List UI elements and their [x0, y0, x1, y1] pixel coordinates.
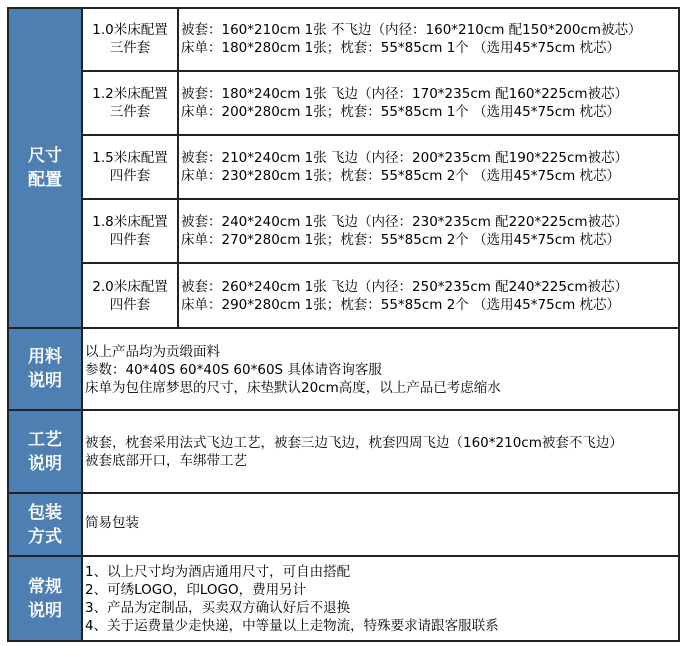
size-section-header [9, 9, 83, 327]
config-set: 四件套 [109, 297, 151, 313]
config-label: 2.0米床配置 [92, 279, 168, 295]
note-line: 2、可绣LOGO，印LOGO，费用另计 [85, 582, 307, 598]
config-set: 四件套 [109, 232, 151, 248]
craft-line: 被套，枕套采用法式飞边工艺，被套三边飞边，枕套四周飞边（160*210cm被套不飞边） [85, 435, 623, 451]
header-line: 说明 [28, 371, 62, 391]
note-line: 1、以上尺寸均为酒店通用尺寸，可自由搭配 [85, 564, 351, 580]
size-row-4-details [181, 213, 675, 249]
header-line: 方式 [28, 526, 62, 547]
size-row-4-config [83, 213, 177, 249]
row-divider [83, 70, 678, 72]
duvet-spec: 被套：210*240cm 1张 飞边（内径：200*235cm 配190*225cm被芯） [181, 150, 629, 166]
header-line: 包装 [28, 502, 62, 523]
section-divider [9, 492, 678, 494]
section-divider [9, 555, 678, 557]
config-label: 1.5米床配置 [92, 150, 168, 166]
section-divider [9, 327, 678, 329]
craft-text [85, 434, 675, 470]
header-line: 配置 [28, 170, 62, 190]
material-line: 以上产品均为贡缎面料 [85, 344, 220, 360]
material-section-header [9, 329, 83, 409]
duvet-spec: 被套：260*240cm 1张 飞边（内径：250*235cm 配240*225cm被芯） [181, 279, 629, 295]
notes-section-header [9, 557, 83, 640]
column-divider [177, 9, 179, 327]
section-divider [9, 409, 678, 411]
note-line: 3、产品为定制品，买卖双方确认好后不退换 [85, 600, 351, 616]
size-row-5-details [181, 278, 675, 314]
row-divider [83, 262, 678, 264]
config-label: 1.2米床配置 [92, 86, 168, 102]
sheet-spec: 床单：270*280cm 1张；枕套：55*85cm 2个 （选用45*75cm 枕芯） [181, 232, 621, 248]
sheet-spec: 床单：290*280cm 1张；枕套：55*85cm 2个 （选用45*75cm 枕芯） [181, 297, 621, 313]
material-text [85, 343, 675, 397]
row-divider [83, 134, 678, 136]
size-row-3-details [181, 149, 675, 185]
craft-section-header [9, 411, 83, 492]
config-set: 三件套 [109, 104, 151, 120]
packaging-text [85, 514, 675, 532]
material-line: 床单为包住席梦思的尺寸，床垫默认20cm高度，以上产品已考虑缩水 [85, 380, 501, 396]
packaging-line: 简易包装 [85, 515, 139, 531]
duvet-spec: 被套：180*240cm 1张 飞边（内径：170*235cm 配160*225cm被芯） [181, 86, 629, 102]
size-row-2-details [181, 85, 675, 121]
notes-text [85, 563, 675, 635]
header-line: 说明 [28, 600, 62, 621]
header-line: 说明 [28, 453, 62, 474]
size-row-5-config [83, 278, 177, 314]
config-label: 1.8米床配置 [92, 214, 168, 230]
spec-table [7, 7, 680, 642]
config-set: 四件套 [109, 168, 151, 184]
header-line: 常规 [28, 576, 62, 597]
duvet-spec: 被套：240*240cm 1张 飞边（内径：230*235cm 配220*225cm被芯） [181, 214, 629, 230]
packaging-section-header [9, 494, 83, 555]
duvet-spec: 被套：160*210cm 1张 不飞边（内径：160*210cm 配150*200cm被芯） [181, 22, 642, 38]
material-line: 参数：40*40S 60*40S 60*60S 具体请咨询客服 [85, 362, 382, 378]
craft-line: 被套底部开口，车绑带工艺 [85, 453, 247, 469]
header-line: 尺寸 [28, 146, 62, 166]
header-line: 用料 [28, 347, 62, 367]
sheet-spec: 床单：230*280cm 1张；枕套：55*85cm 2个 （选用45*75cm 枕芯） [181, 168, 621, 184]
header-line: 工艺 [28, 429, 62, 450]
sheet-spec: 床单：180*280cm 1张；枕套：55*85cm 1个 （选用45*75cm 枕芯） [181, 40, 621, 56]
size-row-2-config [83, 85, 177, 121]
row-divider [83, 198, 678, 200]
size-row-1-details [181, 21, 675, 57]
sheet-spec: 床单：200*280cm 1张；枕套：55*85cm 1个 （选用45*75cm 枕芯） [181, 104, 621, 120]
note-line: 4、关于运费量少走快递，中等量以上走物流，特殊要求请跟客服联系 [85, 618, 499, 634]
size-row-3-config [83, 149, 177, 185]
config-label: 1.0米床配置 [92, 22, 168, 38]
size-row-1-config [83, 21, 177, 57]
config-set: 三件套 [109, 40, 151, 56]
